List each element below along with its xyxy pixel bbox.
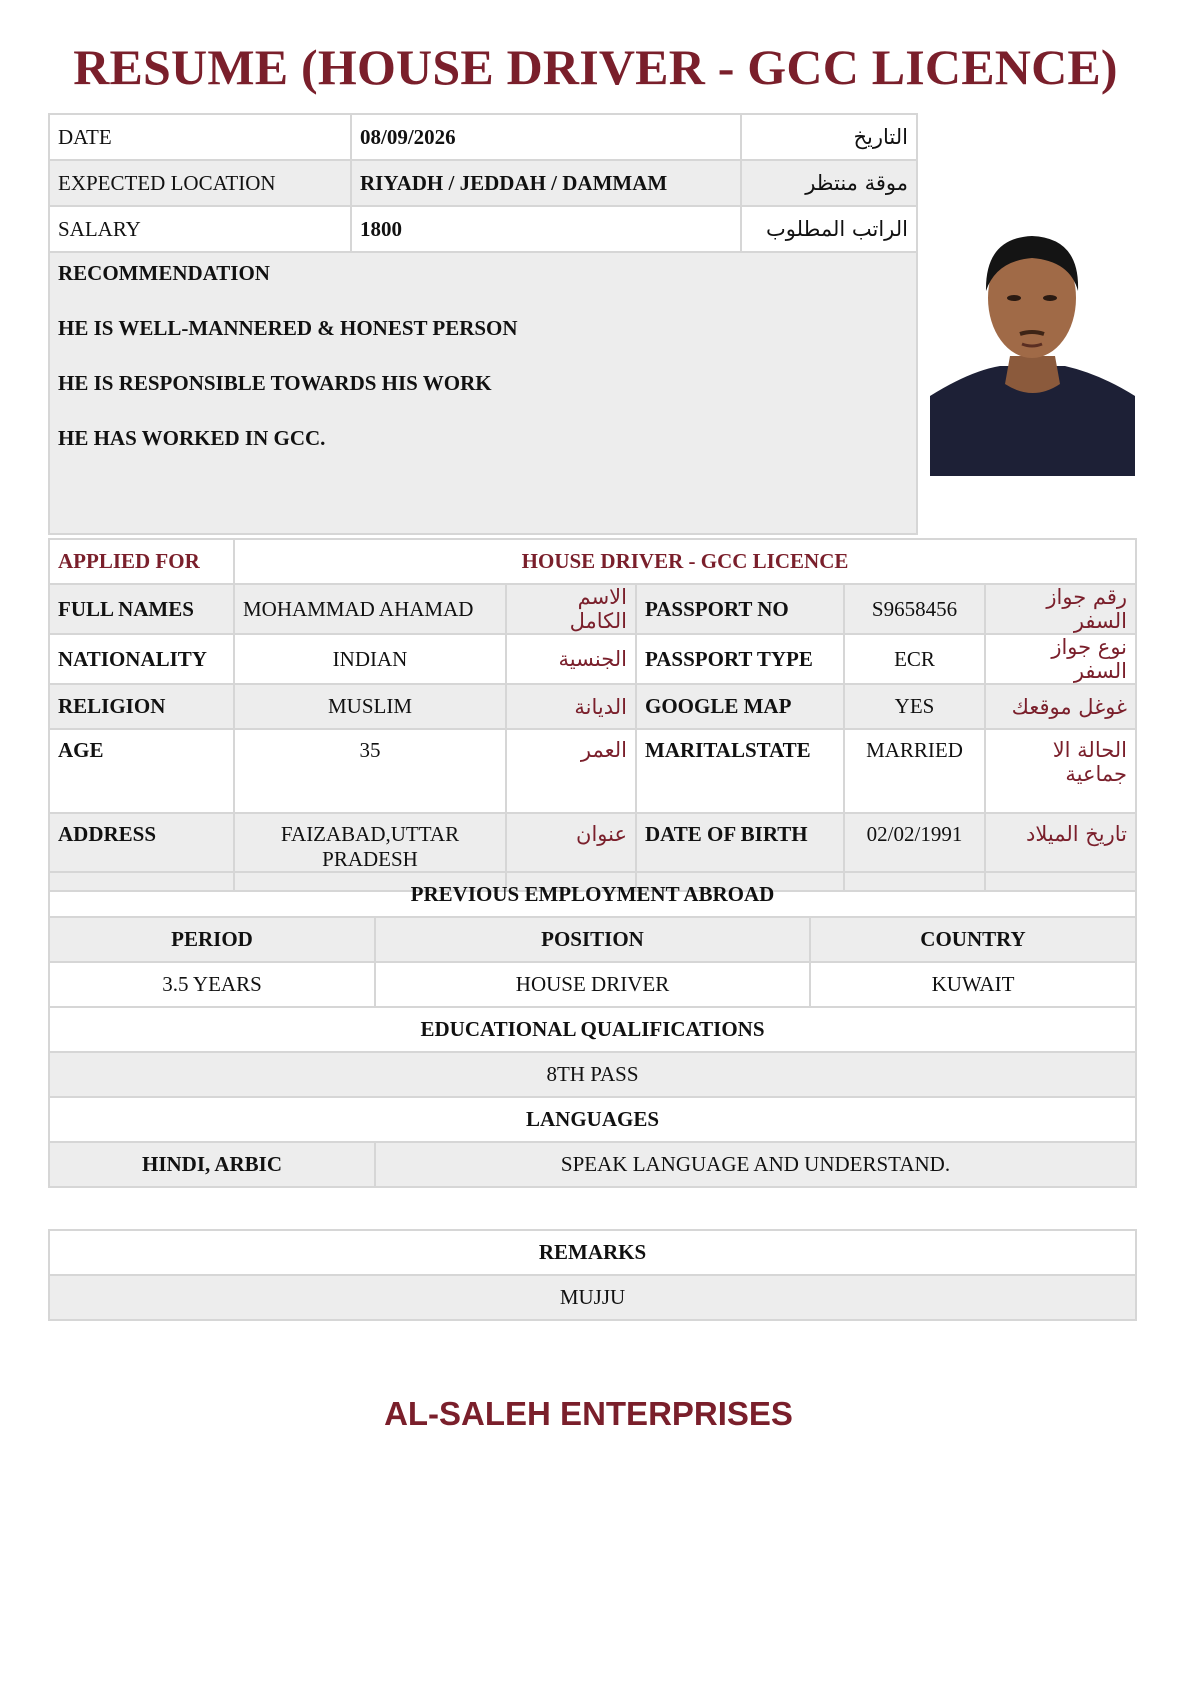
salary-row (49, 206, 917, 252)
remarks-heading: REMARKS (49, 1230, 1136, 1275)
age-label-arabic: العمر (506, 729, 636, 813)
recommendation-heading: RECOMMENDATION (58, 261, 270, 285)
country-header: COUNTRY (810, 917, 1136, 962)
personal-info-table (48, 538, 1137, 892)
top-info-table (48, 113, 918, 535)
recommendation-row (49, 252, 917, 534)
applied-for-value: HOUSE DRIVER - GCC LICENCE (234, 539, 1136, 584)
nationality-value: INDIAN (234, 634, 506, 684)
page-title: RESUME (HOUSE DRIVER - GCC LICENCE) (73, 39, 1118, 95)
age-label: AGE (49, 729, 234, 813)
full-names-label: FULL NAMES (49, 584, 234, 634)
salary-value: 1800 (351, 206, 741, 252)
age-row (49, 729, 1136, 813)
education-value: 8TH PASS (49, 1052, 1136, 1097)
date-row (49, 114, 917, 160)
remarks-row (49, 1275, 1136, 1320)
marital-label: MARITALSTATE (636, 729, 844, 813)
passport-type-label: PASSPORT TYPE (636, 634, 844, 684)
company-name: AL-SALEH ENTERPRISES (384, 1395, 793, 1432)
dob-label-arabic: تاريخ الميلاد (985, 813, 1136, 891)
languages-heading-row (49, 1097, 1136, 1142)
religion-value: MUSLIM (234, 684, 506, 729)
passport-type-label-arabic: نوع جواز السفر (985, 634, 1136, 684)
education-heading-row (49, 1007, 1136, 1052)
period-header: PERIOD (49, 917, 375, 962)
dob-label: DATE OF BIRTH (636, 813, 844, 891)
address-label-arabic: عنوان (506, 813, 636, 891)
portrait-image (930, 206, 1135, 476)
remarks-table (48, 1229, 1137, 1321)
languages-heading: LANGUAGES (49, 1097, 1136, 1142)
languages-row (49, 1142, 1136, 1187)
nationality-label: NATIONALITY (49, 634, 234, 684)
passport-no-label-arabic: رقم جواز السفر (985, 584, 1136, 634)
employment-heading: PREVIOUS EMPLOYMENT ABROAD (49, 872, 1136, 917)
address-value: FAIZABAD,UTTAR PRADESH (234, 813, 506, 891)
education-row (49, 1052, 1136, 1097)
religion-label-arabic: الديانة (506, 684, 636, 729)
recommendation-line: HE IS RESPONSIBLE TOWARDS HIS WORK (58, 371, 492, 395)
marital-label-arabic: الحالة الا جماعية (985, 729, 1136, 813)
full-names-label-arabic: الاسم الكامل (506, 584, 636, 634)
google-map-value: YES (844, 684, 985, 729)
location-value: RIYADH / JEDDAH / DAMMAM (351, 160, 741, 206)
marital-value: MARRIED (844, 729, 985, 813)
google-map-label-arabic: غوغل موقعك (985, 684, 1136, 729)
employment-table (48, 871, 1137, 1188)
applied-for-row (49, 539, 1136, 584)
passport-no-label: PASSPORT NO (636, 584, 844, 634)
candidate-photo (930, 206, 1135, 476)
remarks-heading-row (49, 1230, 1136, 1275)
passport-no-value: S9658456 (844, 584, 985, 634)
education-heading: EDUCATIONAL QUALIFICATIONS (49, 1007, 1136, 1052)
age-value: 35 (234, 729, 506, 813)
position-cell: HOUSE DRIVER (375, 962, 810, 1007)
recommendation-box (49, 252, 917, 534)
location-label-arabic: موقة منتظر (741, 160, 917, 206)
passport-type-value: ECR (844, 634, 985, 684)
position-header: POSITION (375, 917, 810, 962)
location-row (49, 160, 917, 206)
full-names-row (49, 584, 1136, 634)
date-value: 08/09/2026 (351, 114, 741, 160)
nationality-label-arabic: الجنسية (506, 634, 636, 684)
country-cell: KUWAIT (810, 962, 1136, 1007)
dob-value: 02/02/1991 (844, 813, 985, 891)
google-map-label: GOOGLE MAP (636, 684, 844, 729)
location-label: EXPECTED LOCATION (49, 160, 351, 206)
remarks-value: MUJJU (49, 1275, 1136, 1320)
salary-label: SALARY (49, 206, 351, 252)
applied-for-label: APPLIED FOR (49, 539, 234, 584)
nationality-row (49, 634, 1136, 684)
languages-names: HINDI, ARBIC (49, 1142, 375, 1187)
address-label: ADDRESS (49, 813, 234, 891)
period-cell: 3.5 YEARS (49, 962, 375, 1007)
salary-label-arabic: الراتب المطلوب (741, 206, 917, 252)
recommendation-line: HE IS WELL-MANNERED & HONEST PERSON (58, 316, 518, 340)
religion-label: RELIGION (49, 684, 234, 729)
table-row (49, 962, 1136, 1007)
recommendation-line: HE HAS WORKED IN GCC. (58, 426, 326, 450)
employment-heading-row (49, 872, 1136, 917)
religion-row (49, 684, 1136, 729)
full-names-value: MOHAMMAD AHAMAD (234, 584, 506, 634)
date-label-arabic: التاريخ (741, 114, 917, 160)
employment-header-row (49, 917, 1136, 962)
date-label: DATE (49, 114, 351, 160)
languages-level: SPEAK LANGUAGE AND UNDERSTAND. (375, 1142, 1136, 1187)
